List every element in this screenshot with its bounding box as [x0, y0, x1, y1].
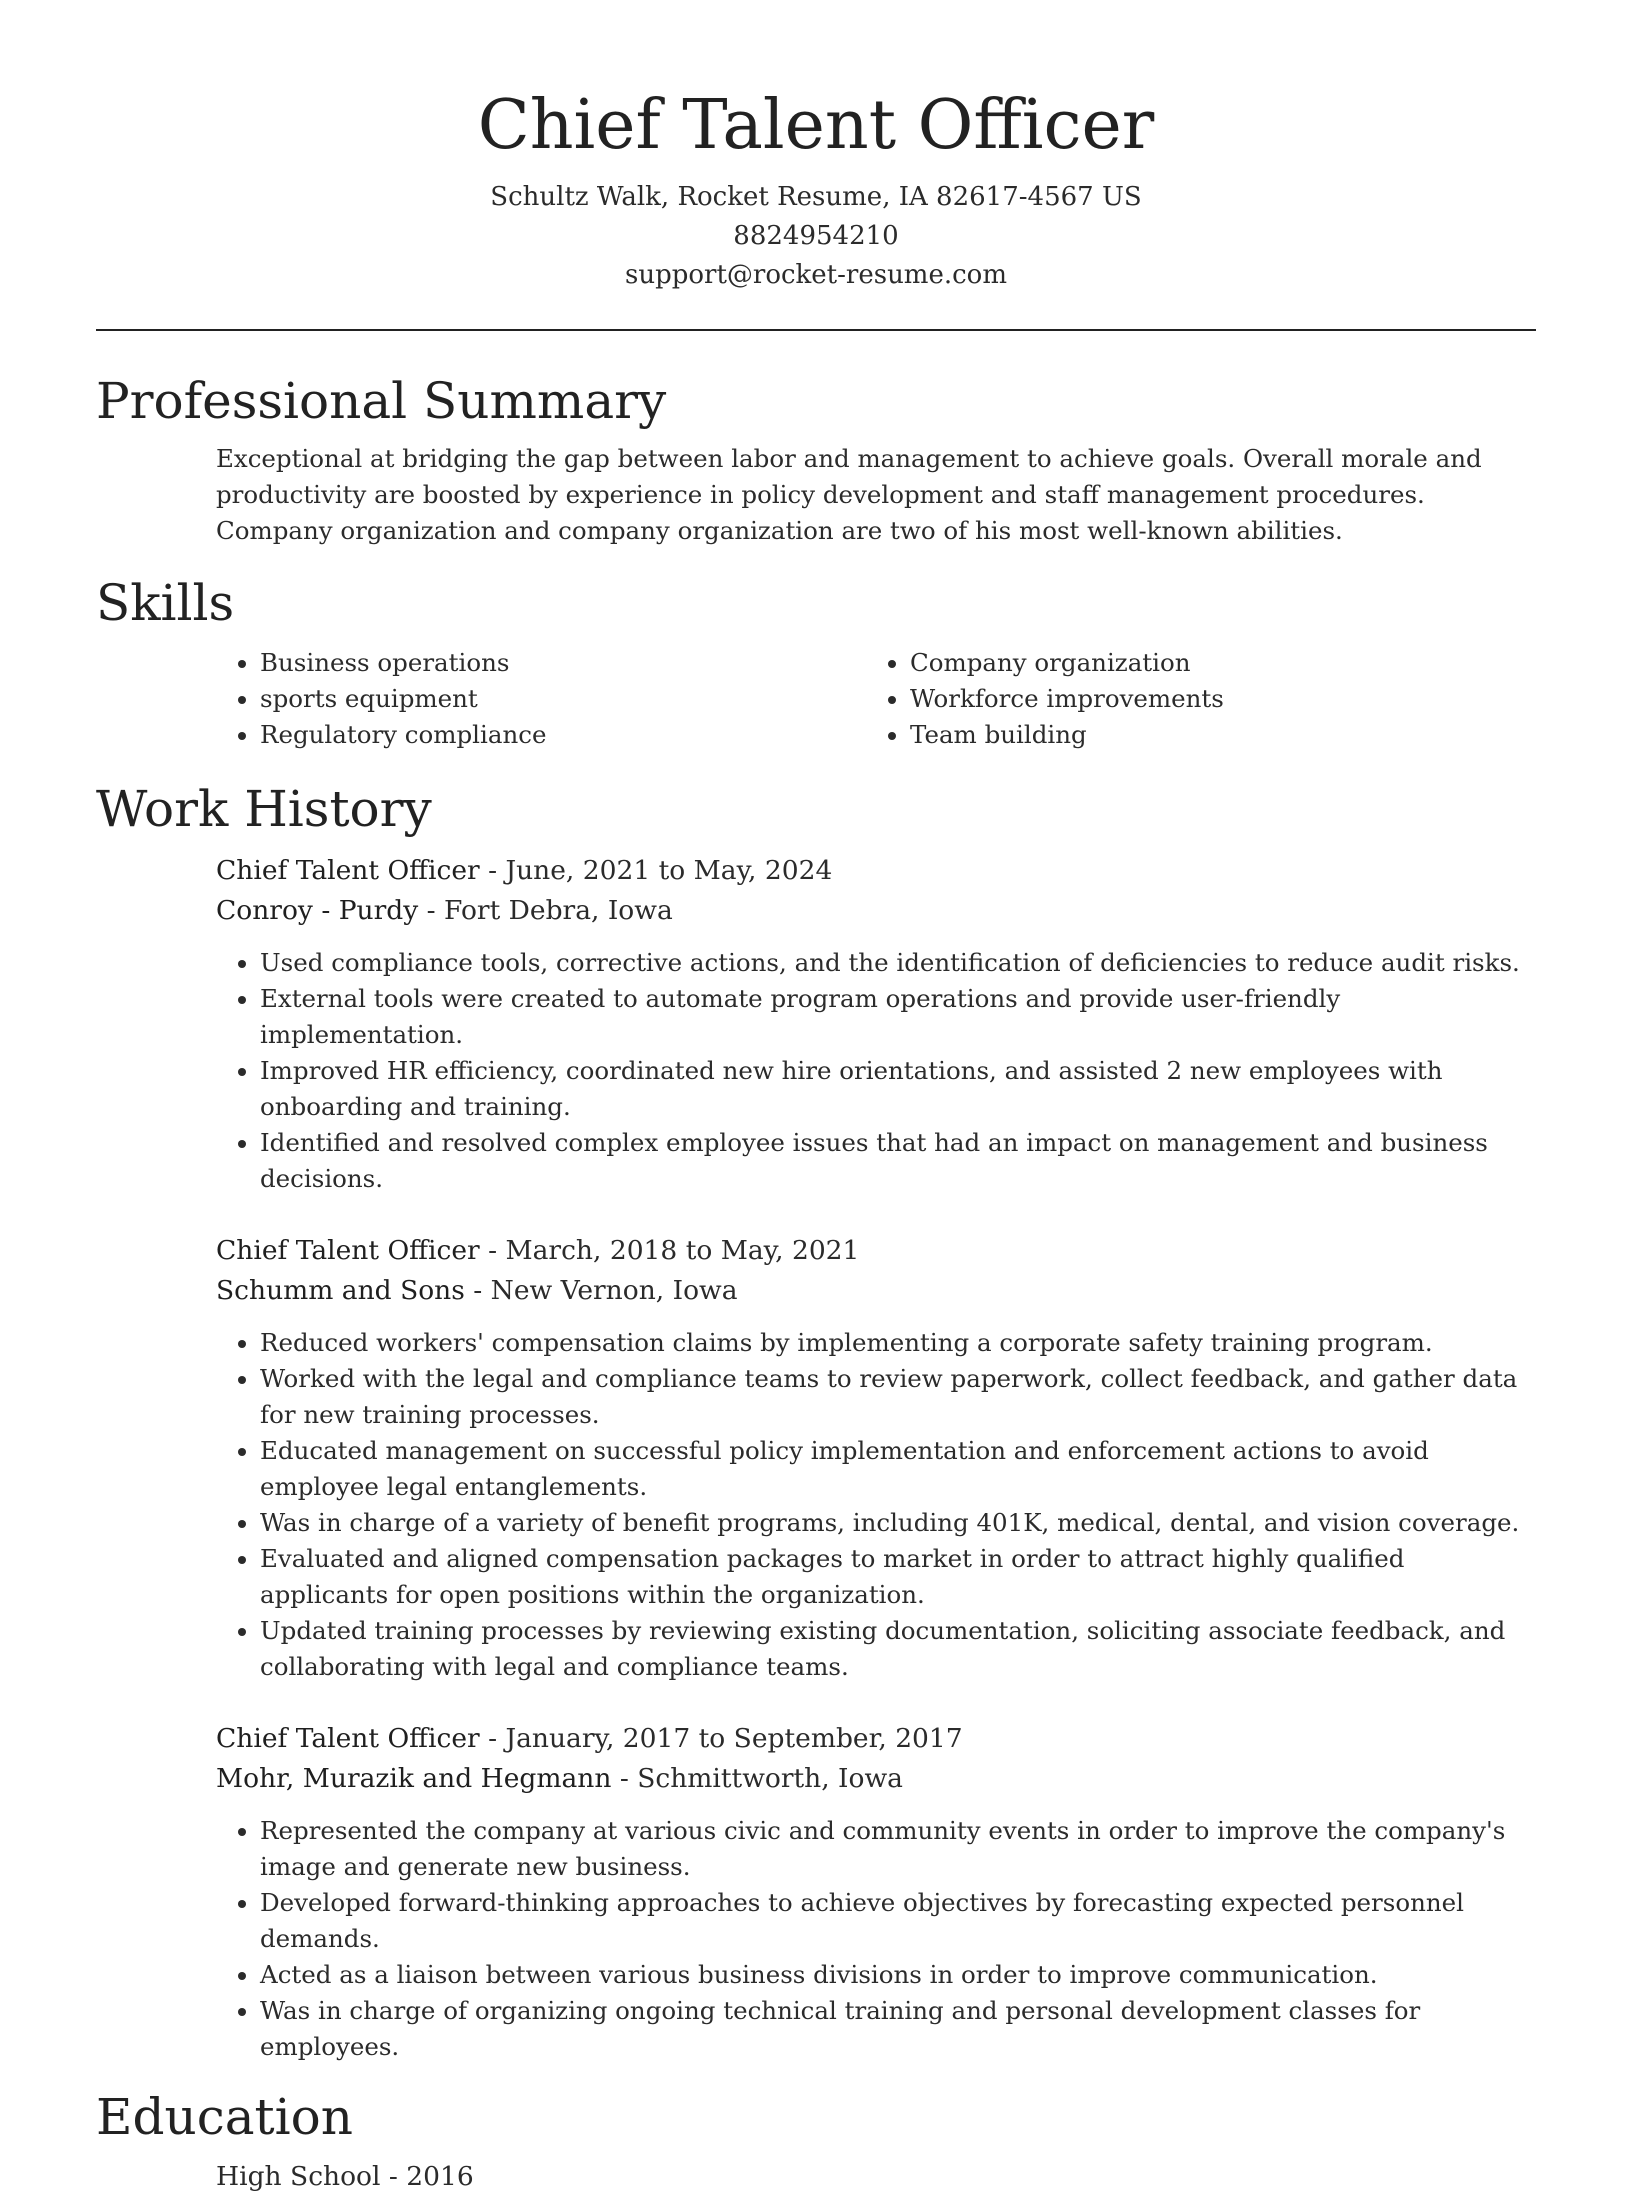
job-bullet: • Used compliance tools, corrective actions, and the identification of deficiencies to reduce audit risks.: [260, 945, 1536, 981]
candidate-name: Chief Talent Officer: [477, 86, 1155, 165]
education-section: [96, 2085, 1536, 2197]
skills-heading: Skills: [96, 574, 235, 632]
job-bullets: [216, 945, 1536, 1197]
job-title-line: [216, 1231, 1536, 1271]
job-title-line: [216, 1719, 1536, 1759]
skill-item: • Workforce improvements: [910, 681, 1516, 717]
job-company: Mohr, Murazik and Hegmann: [216, 1763, 612, 1794]
skill-item: • Regulatory compliance: [260, 717, 866, 753]
job-company-line: [216, 1759, 1536, 1799]
job-bullet: • Worked with the legal and compliance teams to review paperwork, collect feedback, and gather data for new training processes.: [260, 1361, 1536, 1433]
job-title-line: [216, 851, 1536, 891]
job-bullet: • Developed forward-thinking approaches to achieve objectives by forecasting expected personnel demands.: [260, 1885, 1536, 1957]
job-company: Conroy - Purdy: [216, 895, 419, 926]
contact-email: support@rocket-resume.com: [624, 260, 1007, 290]
education-heading: Education: [96, 2088, 353, 2146]
job-company: Schumm and Sons: [216, 1275, 465, 1306]
job-company-line: [216, 1271, 1536, 1311]
skill-item: • Business operations: [260, 645, 866, 681]
job-bullets: [216, 1813, 1536, 2065]
education-entry: High School - 2016: [216, 2161, 474, 2192]
job-entry: [216, 851, 1536, 1197]
skill-item: • Company organization: [910, 645, 1516, 681]
skills-list-left: [216, 645, 866, 753]
skills-list-right: [866, 645, 1516, 753]
contact-phone: 8824954210: [733, 221, 899, 251]
job-bullet: • Was in charge of organizing ongoing technical training and personal development classes for employees.: [260, 1993, 1536, 2065]
job-bullet: • Represented the company at various civic and community events in order to improve the company's image and generate new business.: [260, 1813, 1536, 1885]
contact-address: Schultz Walk, Rocket Resume, IA 82617-4567 US: [490, 182, 1142, 212]
job-dates: - January, 2017 to September, 2017: [479, 1723, 963, 1754]
skills-grid: [216, 645, 1536, 753]
summary-heading: Professional Summary: [96, 372, 667, 430]
job-location: - Schmittworth, Iowa: [611, 1763, 903, 1794]
job-bullet: • Reduced workers' compensation claims by implementing a corporate safety training program.: [260, 1325, 1536, 1361]
job-location: - New Vernon, Iowa: [464, 1275, 738, 1306]
job-bullets: [216, 1325, 1536, 1685]
job-bullet: • Evaluated and aligned compensation packages to market in order to attract highly qualified applicants for open positions within the organization.: [260, 1541, 1536, 1613]
work-history-section: [96, 777, 1536, 2065]
job-entry: [216, 1231, 1536, 1685]
summary-section: [96, 369, 1536, 549]
work-history-heading: Work History: [96, 780, 432, 838]
job-role: Chief Talent Officer: [216, 1723, 480, 1754]
job-bullet: • Acted as a liaison between various business divisions in order to improve communication.: [260, 1957, 1536, 1993]
skill-item: • sports equipment: [260, 681, 866, 717]
job-location: - Fort Debra, Iowa: [418, 895, 673, 926]
job-bullet: • Improved HR efficiency, coordinated new hire orientations, and assisted 2 new employees with onboarding and training.: [260, 1053, 1536, 1125]
job-bullet: • External tools were created to automate program operations and provide user-friendly implementation.: [260, 981, 1536, 1053]
job-dates: - June, 2021 to May, 2024: [479, 855, 833, 886]
job-dates: - March, 2018 to May, 2021: [479, 1235, 860, 1266]
job-bullet: • Was in charge of a variety of benefit programs, including 401K, medical, dental, and vision coverage.: [260, 1505, 1536, 1541]
summary-text: Exceptional at bridging the gap between labor and management to achieve goals. Overall morale and productivity are boosted by experience in policy development and staff management procedures. Company organization and company organization are two of his most well-known abilities.: [216, 444, 1482, 545]
resume-header: [96, 0, 1536, 331]
job-entry: [216, 1719, 1536, 2065]
resume-page: [96, 0, 1536, 2197]
job-bullet: • Updated training processes by reviewing existing documentation, soliciting associate feedback, and collaborating with legal and compliance teams.: [260, 1613, 1536, 1685]
job-bullet: • Educated management on successful policy implementation and enforcement actions to avoid employee legal entanglements.: [260, 1433, 1536, 1505]
skills-section: [96, 571, 1536, 753]
job-role: Chief Talent Officer: [216, 1235, 480, 1266]
job-company-line: [216, 891, 1536, 931]
header-divider: [96, 329, 1536, 331]
job-bullet: • Identified and resolved complex employee issues that had an impact on management and business decisions.: [260, 1125, 1536, 1197]
job-role: Chief Talent Officer: [216, 855, 480, 886]
skill-item: • Team building: [910, 717, 1516, 753]
